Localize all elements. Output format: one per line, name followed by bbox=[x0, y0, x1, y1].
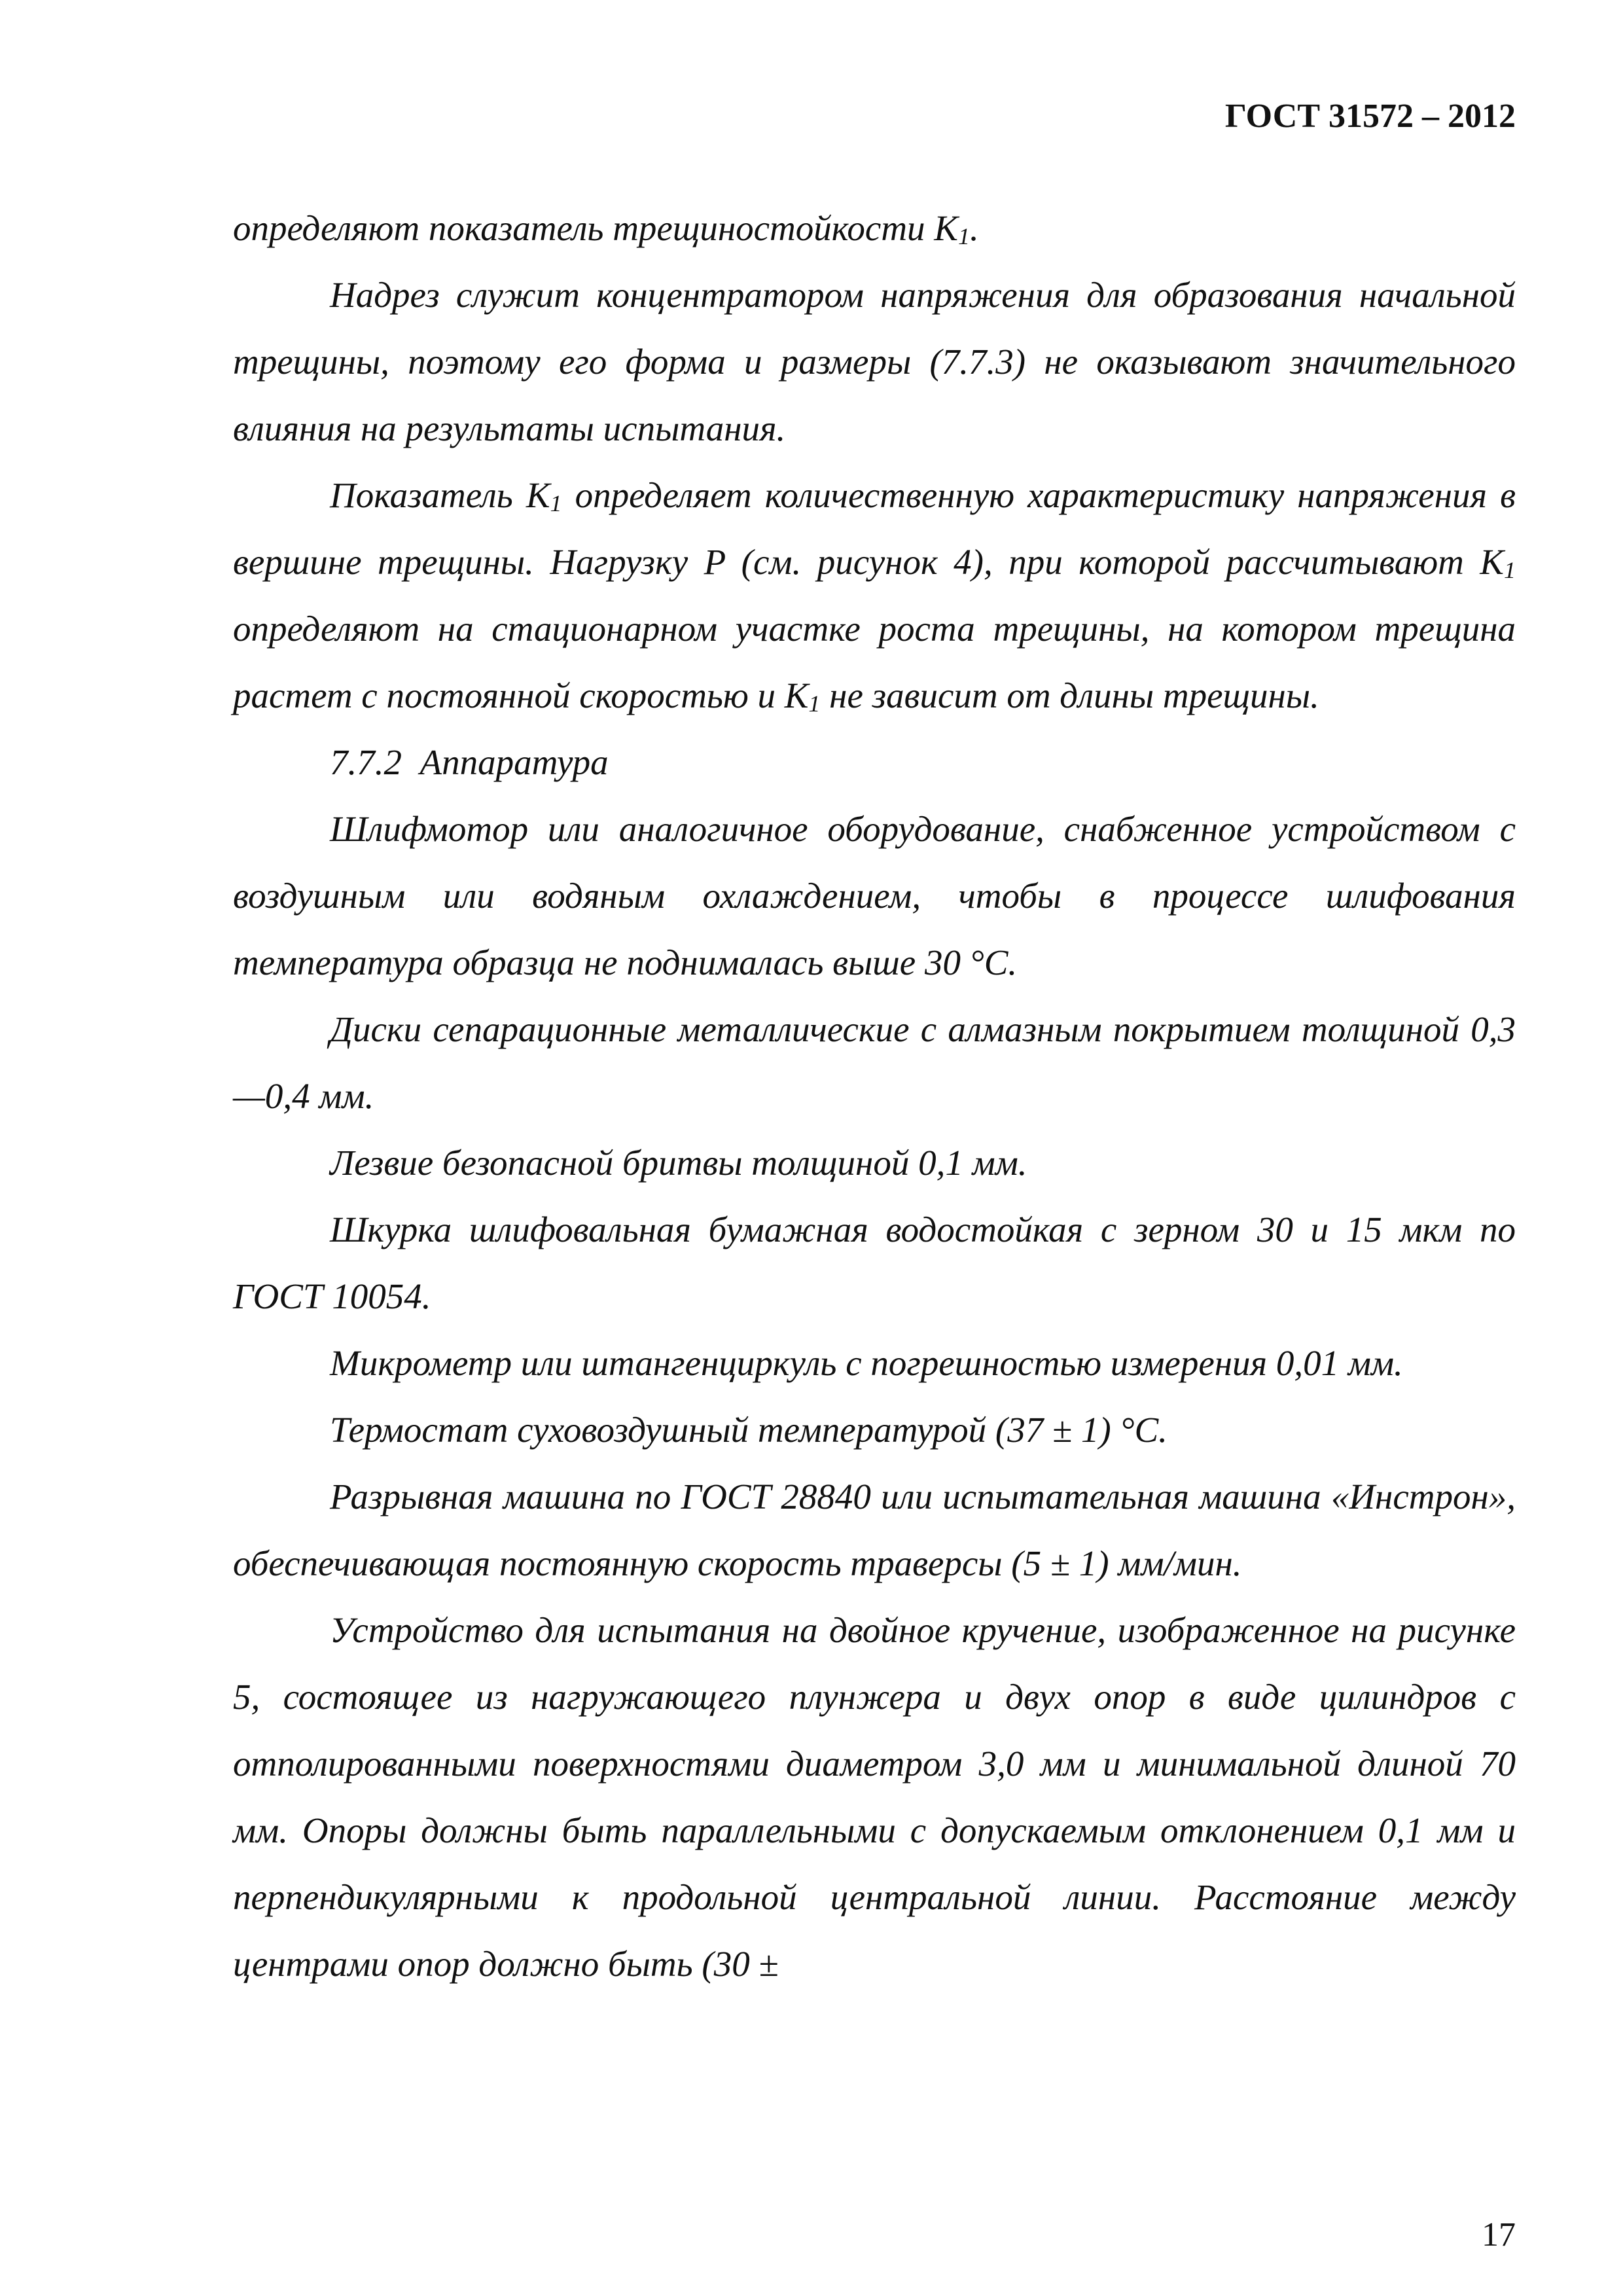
paragraph-2: Надрез служит концентратором напряжения для образования начальной трещины, поэтому его форма и размеры (7.7.3) не оказывают значительного влияния на результаты испытания. bbox=[233, 275, 1516, 448]
paragraph-5: Шлифмотор или аналогичное оборудование, снабженное устройством с воздушным или водяным охлаждением, чтобы в процессе шлифования температура образца не поднималась выше 30 °С. bbox=[233, 809, 1516, 982]
paragraph-8: Шкурка шлифовальная бумажная водостойкая с зерном 30 и 15 мкм по ГОСТ 10054. bbox=[233, 1210, 1516, 1316]
document-header: ГОСТ 31572 – 2012 bbox=[1224, 98, 1516, 135]
paragraph-12: Устройство для испытания на двойное кручение, изображенное на рисунке 5, состоящее из нагружающего плунжера и двух опор в виде цилиндров с отполированными поверхностями диаметром 3,0 мм и минимальной длиной 70 мм. Опоры должны быть параллельными с допускаемым отклонением 0,1 мм и перпендикулярными к продольной центральной линии. Расстояние между центрами опор должно быть (30 ± bbox=[233, 1610, 1516, 1984]
paragraph-6: Диски сепарационные металлические с алмазным покрытием толщиной 0,3—0,4 мм. bbox=[233, 1009, 1516, 1116]
document-body bbox=[233, 195, 1516, 1998]
page-number: 17 bbox=[1482, 2216, 1516, 2253]
section-heading: 7.7.2 Аппаратура bbox=[330, 742, 609, 782]
paragraph-1: определяют показатель трещиностойкости $K_1$. bbox=[233, 208, 979, 249]
paragraph-7: Лезвие безопасной бритвы толщиной 0,1 мм. bbox=[330, 1143, 1027, 1183]
paragraph-11: Разрывная машина по ГОСТ 28840 или испытательная машина «Инстрон», обеспечивающая постоянную скорость траверсы (5 ± 1) мм/мин. bbox=[233, 1477, 1516, 1583]
paragraph-3: Показатель $K_1$ определяет количественную характеристику напряжения в вершине трещины. Нагрузку P (см. рисунок 4), при которой рассчитывают $K_1$ определяют на стационарном участке роста трещины, на котором трещина растет с постоянной скоростью и $K_1$ не зависит от длины трещины. bbox=[233, 475, 1516, 717]
paragraph-10: Термостат суховоздушный температурой (37 ± 1) °С. bbox=[330, 1410, 1168, 1450]
paragraph-9: Микрометр или штангенциркуль с погрешностью измерения 0,01 мм. bbox=[330, 1343, 1403, 1383]
